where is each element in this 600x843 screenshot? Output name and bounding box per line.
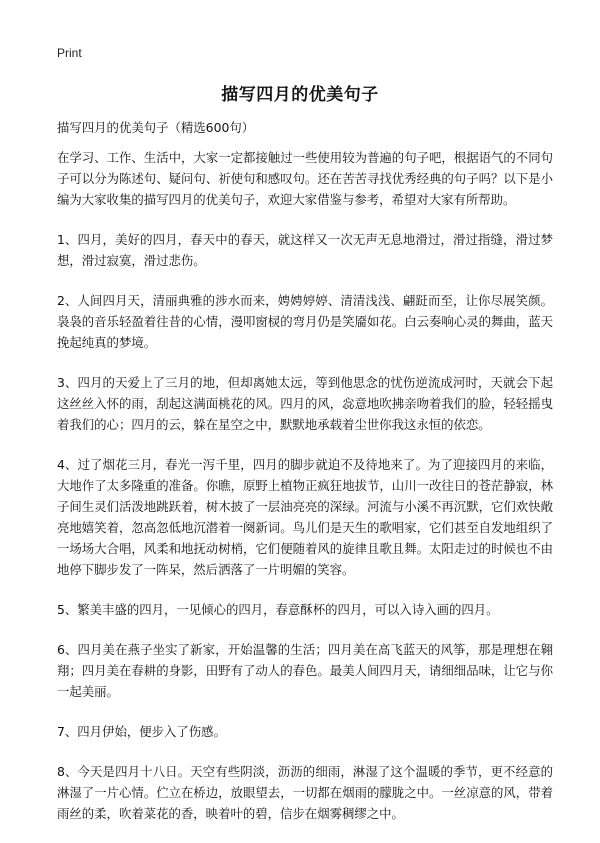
sentence-paragraph-8: 8、今天是四月十八日。天空有些阴淡，沥沥的细雨，淋湿了这个温暖的季节，更不经意的淋湿了一片心情。伫立在桥边，放眼望去，一切都在烟雨的朦胧之中。一丝凉意的风，带着雨丝的柔，吹着菜花的香，映着叶的碧，信步在烟雾稠缪之中。 <box>57 764 553 821</box>
sentence-paragraph-2: 2、人间四月天，清丽典雅的涉水而来，娉娉婷婷、清清浅浅、翩跹而至，让你尽展笑颜。袅袅的音乐轻盈着往昔的心情，漫叩窗棂的弯月仍是笑靥如花。白云奏响心灵的舞曲，蓝天挽起纯真的梦境。 <box>57 293 553 350</box>
sentence-paragraph-5: 5、繁美丰盛的四月，一见倾心的四月，春意酥杯的四月，可以入诗入画的四月。 <box>57 602 499 617</box>
sentence-paragraph-1: 1、四月，美好的四月，春天中的春天，就这样又一次无声无息地滑过，滑过指缝，滑过梦想，滑过寂寞，滑过悲伤。 <box>57 232 553 268</box>
intro-paragraph: 在学习、工作、生活中，大家一定都接触过一些使用较为普遍的句子吧，根据语气的不同句子可以分为陈述句、疑问句、祈使句和感叹句。还在苦苦寻找优秀经典的句子吗？以下是小编为大家收集的描写四月的优美句子，欢迎大家借鉴与参考，希望对大家有所帮助。 <box>57 150 553 207</box>
sentence-paragraph-6: 6、四月美在燕子坐实了新家，开始温馨的生活；四月美在高飞蓝天的风筝，那是理想在翱翔；四月美在春耕的身影，田野有了动人的春色。最美人间四月天，请细细品味，让它与你一起美丽。 <box>57 642 553 699</box>
article-subtitle: 描写四月的优美句子（精选600句） <box>57 120 255 135</box>
sentence-paragraph-7: 7、四月伊始，便步入了伤感。 <box>57 724 226 739</box>
page-title: 描写四月的优美句子 <box>221 85 379 105</box>
article-body <box>57 117 553 843</box>
sentence-paragraph-4: 4、过了烟花三月，春光一泻千里，四月的脚步就迫不及待地来了。为了迎接四月的来临，大地作了太多隆重的准备。你瞧，原野上植物正疯狂地拔节，山川一改往日的苍茫静寂，林子间生灵们活泼地跳跃着，树木披了一层油亮亮的深绿。河流与小溪不再沉默，它们欢快敞亮地嬉笑着，忽高忽低地沉潜着一阕新词。鸟儿们是天生的歌唱家，它们甚至自发地组织了一场场大合唱，风柔和地抚动树梢，它们便随着风的旋律且歌且舞。太阳走过的时候也不由地停下脚步发了一阵呆，然后洒落了一片明媚的笑容。 <box>57 457 553 577</box>
print-link[interactable]: Print <box>57 46 82 60</box>
sentence-paragraph-3: 3、四月的天爱上了三月的地，但却离她太远，等到他思念的忧伤逆流成河时，天就会下起这丝丝入怀的雨，刮起这满面桃花的风。四月的风，惢意地吹拂亲吻着我们的脸，轻轻摇曳着我们的心；四月的云，躲在星空之中，默默地承载着尘世你我这永恒的依恋。 <box>57 375 553 432</box>
